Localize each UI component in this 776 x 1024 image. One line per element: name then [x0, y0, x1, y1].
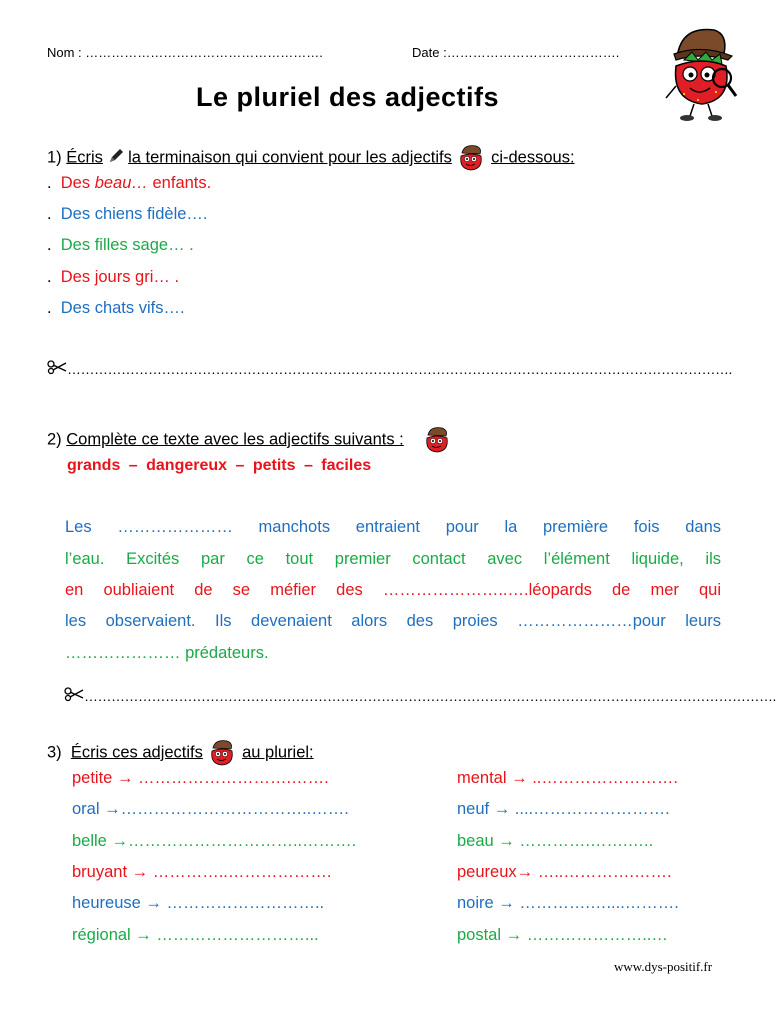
- section1-instruction-c: ci-dessous:: [491, 148, 575, 167]
- strawberry-mascot-icon: [207, 738, 237, 768]
- plural-exercise-left: belle →…………………………..……….: [72, 832, 357, 850]
- plural-exercise-right: neuf → ....…………………….: [457, 800, 670, 818]
- date-dots: ………………………………….: [446, 45, 620, 60]
- text-line: en oubliaient de se méfier des …………………..….léopards de mer qui: [65, 581, 721, 599]
- plural-exercise-right: postal → …………………..…: [457, 926, 668, 944]
- text-line: Les ………………… manchots entraient pour la première fois dans: [65, 518, 721, 536]
- strawberry-mascot-icon: [422, 425, 452, 455]
- section3-number: 3): [47, 743, 62, 762]
- date-field: [412, 45, 619, 60]
- section1-item: . Des filles sage… .: [47, 236, 194, 254]
- section1-number: 1): [47, 148, 62, 167]
- plural-exercise-right: noire → ………….…....……….: [457, 894, 679, 912]
- plural-exercise-right: mental → ..…………………….: [457, 769, 678, 787]
- adjectives-list: grands – dangereux – petits – faciles: [67, 457, 372, 474]
- section3-instruction-a: Écris ces adjectifs: [70, 743, 203, 762]
- text-line: ………………… prédateurs.: [65, 644, 269, 662]
- nom-dots: ……………………………………………….: [85, 45, 323, 60]
- scissors-icon: [47, 360, 67, 377]
- separator-dots: ………………………………………………………………………………………………………………………………….: [67, 360, 732, 377]
- plural-exercise-right: peureux→ …..………….…….: [457, 863, 672, 881]
- section1-item: . Des chiens fidèle….: [47, 205, 208, 223]
- separator-dots: ……………………………………………………………………………………………………………………………………….: [84, 687, 776, 704]
- text-line: l’eau. Excités par ce tout premier contact avec l’élément liquide, ils: [65, 550, 721, 568]
- text-line: les observaient. Ils devenaient alors des proies …………………pour leurs: [65, 612, 721, 630]
- section1-item: . Des chats vifs….: [47, 299, 185, 317]
- plural-exercise-left: heureuse → ………………………..: [72, 894, 325, 912]
- date-label: Date :: [412, 45, 447, 60]
- footer-url: www.dys-positif.fr: [614, 959, 713, 974]
- plural-exercise-left: oral →……………………………..…….: [72, 800, 349, 818]
- section3-instruction-b: au pluriel:: [242, 743, 314, 762]
- section2-instruction: [47, 425, 452, 455]
- nom-label: Nom :: [47, 45, 82, 60]
- scissors-icon: [64, 687, 84, 704]
- section1-item: . Des jours gri… .: [47, 268, 180, 286]
- section3-instruction: [47, 738, 314, 768]
- strawberry-mascot-icon: [456, 143, 486, 173]
- page-title: Le pluriel des adjectifs: [195, 82, 500, 112]
- section1-instruction-a: Écris: [66, 148, 103, 167]
- section2-number: 2): [47, 430, 62, 449]
- nom-field: [47, 45, 323, 60]
- plural-exercise-left: régional → ………………………...: [72, 926, 319, 944]
- section1-instruction: [47, 143, 575, 173]
- cut-line: [64, 687, 776, 705]
- plural-exercise-right: beau → ………….…….…..: [457, 832, 654, 850]
- section1-item: . Des beau… enfants.: [47, 174, 212, 192]
- section2-instruction-text: Complète ce texte avec les adjectifs suivants :: [66, 430, 404, 449]
- plural-exercise-left: petite → ……………………….…….: [72, 769, 329, 787]
- pencil-icon: [108, 148, 124, 164]
- section1-instruction-b: la terminaison qui convient pour les adjectifs: [128, 148, 452, 167]
- cut-line: [47, 360, 732, 378]
- plural-exercise-left: bruyant → …………..……………….: [72, 863, 332, 881]
